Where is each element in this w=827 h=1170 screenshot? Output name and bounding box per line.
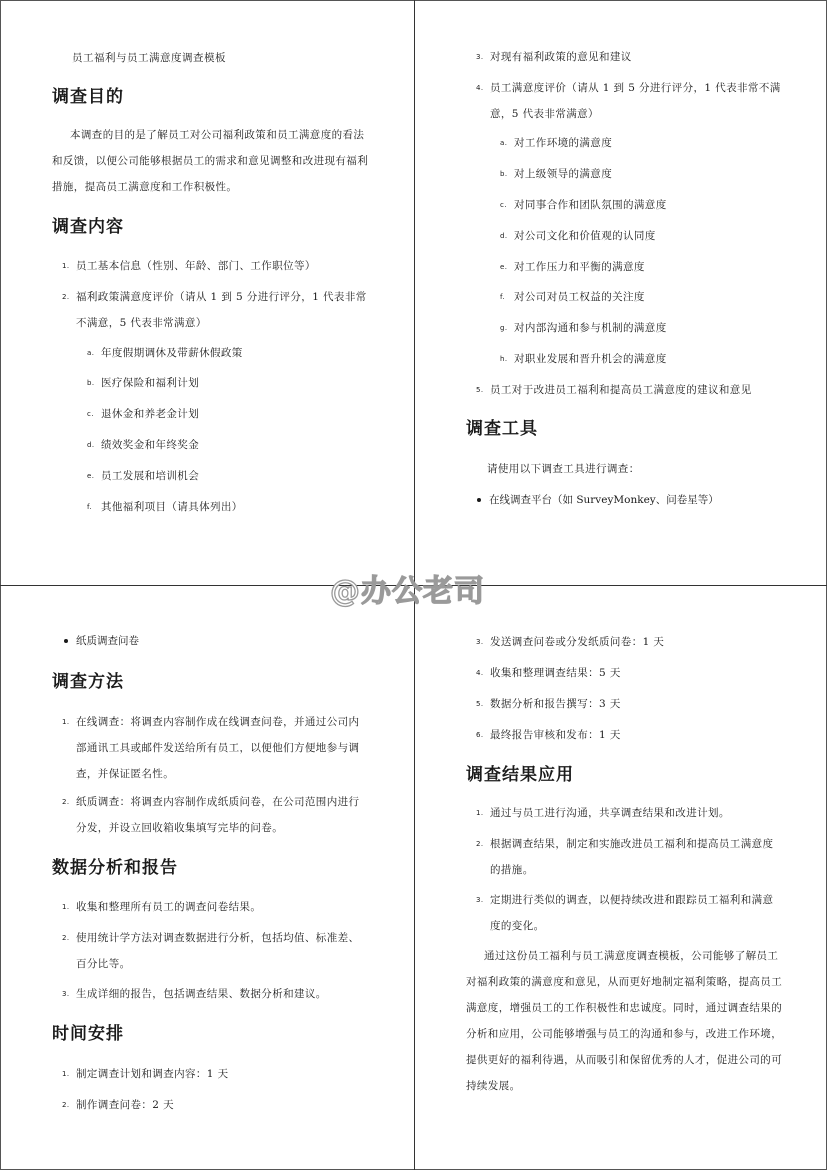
list-number: 3.: [62, 990, 70, 998]
list-text: 的措施。: [490, 864, 534, 876]
conclusion-line-1: 通过这份员工福利与员工满意度调查模板，公司能够了解员工: [484, 950, 779, 962]
conclusion-line-5: 提供更好的福利待遇，从而吸引和保留优秀的人才，促进公司的可: [466, 1054, 783, 1066]
list-text: 对工作压力和平衡的满意度: [514, 261, 645, 273]
conclusion-line-6: 持续发展。: [466, 1080, 521, 1092]
bullet-item: [489, 487, 719, 513]
list-item: [476, 691, 621, 717]
page-1: [0, 0, 414, 585]
list-item: [62, 1061, 229, 1087]
list-item: [62, 925, 360, 977]
list-number: 6.: [476, 731, 484, 739]
list-text: 对公司文化和价值观的认同度: [514, 230, 656, 242]
list-text: 部通讯工具或邮件发送给所有员工，以便他们方便地参与调: [76, 742, 360, 754]
list-letter: d.: [500, 232, 508, 240]
list-text: 通过与员工进行沟通，共享调查结果和改进计划。: [490, 807, 730, 819]
list-letter: c.: [87, 410, 94, 418]
page-4: [414, 585, 827, 1170]
list-text: 根据调查结果，制定和实施改进员工福利和提高员工满意度: [490, 838, 774, 850]
list-text: 对工作环境的满意度: [514, 137, 613, 149]
list-item: [476, 831, 774, 883]
list-item: [62, 709, 360, 787]
list-item: [62, 981, 327, 1007]
document-title: 员工福利与员工满意度调查模板: [72, 52, 226, 64]
list-text: 发送调查问卷或分发纸质问卷：1 天: [490, 636, 665, 648]
conclusion-line-4: 分析和应用，公司能够增强与员工的沟通和参与，改进工作环境，: [466, 1028, 783, 1040]
heading-method: 调查方法: [52, 672, 124, 692]
list-text: 员工基本信息（性别、年龄、部门、工作职位等）: [76, 260, 316, 272]
bullet-dot: [64, 639, 68, 643]
list-item: [476, 660, 621, 686]
list-letter: b.: [500, 170, 508, 178]
list-item: [62, 894, 262, 920]
list-text: 定期进行类似的调查，以便持续改进和跟踪员工福利和满意: [490, 894, 774, 906]
list-text: 数据分析和报告撰写：3 天: [490, 698, 621, 710]
list-text: 在线调查：将调查内容制作成在线调查问卷，并通过公司内: [76, 716, 360, 728]
list-text: 对公司对员工权益的关注度: [514, 291, 645, 303]
heading-analysis: 数据分析和报告: [52, 858, 178, 878]
list-text: 对同事合作和团队氛围的满意度: [514, 199, 667, 211]
sub-list-item: [500, 161, 613, 187]
heading-purpose: 调查目的: [52, 87, 124, 107]
list-item: [62, 253, 316, 279]
purpose-line-1: 本调查的目的是了解员工对公司福利政策和员工满意度的看法: [70, 129, 365, 141]
list-text: 员工满意度评价（请从 1 到 5 分进行评分，1 代表非常不满: [490, 82, 781, 94]
conclusion-line-2: 对福利政策的满意度和意见，从而更好地制定福利策略，提高员工: [466, 976, 783, 988]
list-number: 3.: [476, 53, 484, 61]
sub-list-item: [500, 254, 645, 280]
list-letter: d.: [87, 441, 95, 449]
list-text: 制作调查问卷：2 天: [76, 1099, 175, 1111]
list-number: 1.: [62, 718, 70, 726]
list-text: 员工对于改进员工福利和提高员工满意度的建议和意见: [490, 384, 752, 396]
list-item: [476, 75, 781, 127]
list-text: 收集和整理调查结果：5 天: [490, 667, 621, 679]
list-letter: g.: [500, 324, 508, 332]
sub-list-item: [87, 494, 243, 520]
list-number: 1.: [62, 903, 70, 911]
list-number: 2.: [62, 1101, 70, 1109]
sub-list-item: [500, 315, 667, 341]
list-letter: e.: [87, 472, 95, 480]
list-number: 3.: [476, 638, 484, 646]
sub-list-item: [87, 401, 200, 427]
page-3: [0, 585, 414, 1170]
list-text: 分发，并设立回收箱收集填写完毕的问卷。: [76, 822, 284, 834]
list-number: 1.: [62, 262, 70, 270]
list-number: 1.: [476, 809, 484, 817]
heading-content: 调查内容: [52, 217, 124, 237]
list-text: 查，并保证匿名性。: [76, 768, 175, 780]
list-number: 5.: [476, 700, 484, 708]
purpose-line-3: 措施，提高员工满意度和工作积极性。: [52, 181, 238, 193]
list-number: 2.: [476, 840, 484, 848]
list-text: 生成详细的报告，包括调查结果、数据分析和建议。: [76, 988, 327, 1000]
page-2: [414, 0, 827, 585]
conclusion-line-3: 满意度，增强员工的工作积极性和忠诚度。同时，通过调查结果的: [466, 1002, 783, 1014]
list-letter: h.: [500, 355, 508, 363]
list-text: 医疗保险和福利计划: [101, 377, 200, 389]
list-item: [476, 800, 730, 826]
list-letter: f.: [500, 293, 505, 301]
list-letter: a.: [87, 349, 95, 357]
list-item: [62, 789, 360, 841]
list-text: 意，5 代表非常满意）: [490, 108, 599, 120]
bullet-dot: [477, 498, 481, 502]
list-letter: e.: [500, 263, 508, 271]
list-number: 2.: [62, 798, 70, 806]
list-number: 4.: [476, 84, 484, 92]
list-letter: a.: [500, 139, 508, 147]
list-item: [476, 44, 632, 70]
list-text: 其他福利项目（请具体列出）: [101, 501, 243, 513]
list-text: 对内部沟通和参与机制的满意度: [514, 322, 667, 334]
heading-results: 调查结果应用: [466, 765, 574, 785]
list-text: 使用统计学方法对调查数据进行分析，包括均值、标准差、: [76, 932, 360, 944]
sub-list-item: [500, 346, 667, 372]
list-text: 最终报告审核和发布：1 天: [490, 729, 621, 741]
list-text: 纸质调查：将调查内容制作成纸质问卷，在公司范围内进行: [76, 796, 360, 808]
list-text: 绩效奖金和年终奖金: [101, 439, 200, 451]
sub-list-item: [500, 223, 656, 249]
list-text: 不满意，5 代表非常满意）: [76, 317, 207, 329]
purpose-line-2: 和反馈，以便公司能够根据员工的需求和意见调整和改进现有福利: [52, 155, 369, 167]
list-item: [62, 1092, 175, 1118]
sub-list-item: [87, 432, 200, 458]
list-text: 百分比等。: [76, 958, 131, 970]
list-text: 员工发展和培训机会: [101, 470, 200, 482]
list-text: 度的变化。: [490, 920, 545, 932]
list-text: 对现有福利政策的意见和建议: [490, 51, 632, 63]
tools-intro: 请使用以下调查工具进行调查：: [487, 463, 640, 475]
sub-list-item: [87, 340, 243, 366]
list-text: 对职业发展和晋升机会的满意度: [514, 353, 667, 365]
sub-list-item: [500, 130, 613, 156]
bullet-text: 在线调查平台（如 SurveyMonkey、问卷星等）: [489, 494, 719, 506]
list-text: 退休金和养老金计划: [101, 408, 200, 420]
heading-tools: 调查工具: [466, 419, 538, 439]
list-number: 5.: [476, 386, 484, 394]
list-text: 对上级领导的满意度: [514, 168, 613, 180]
list-item: [476, 629, 665, 655]
list-letter: f.: [87, 503, 92, 511]
bullet-text: 纸质调查问卷: [76, 635, 139, 647]
bullet-item: [76, 628, 139, 654]
list-item: [62, 284, 367, 336]
list-text: 年度假期调休及带薪休假政策: [101, 347, 243, 359]
list-item: [476, 377, 752, 403]
list-number: 3.: [476, 896, 484, 904]
list-text: 福利政策满意度评价（请从 1 到 5 分进行评分，1 代表非常: [76, 291, 367, 303]
list-text: 制定调查计划和调查内容：1 天: [76, 1068, 229, 1080]
list-text: 收集和整理所有员工的调查问卷结果。: [76, 901, 262, 913]
heading-schedule: 时间安排: [52, 1024, 124, 1044]
list-letter: b.: [87, 379, 95, 387]
sub-list-item: [87, 463, 200, 489]
sub-list-item: [500, 284, 645, 310]
list-number: 1.: [62, 1070, 70, 1078]
list-item: [476, 722, 621, 748]
list-letter: c.: [500, 201, 507, 209]
list-number: 2.: [62, 293, 70, 301]
list-number: 2.: [62, 934, 70, 942]
sub-list-item: [87, 370, 200, 396]
watermark: @办公老司: [330, 574, 485, 609]
list-item: [476, 887, 774, 939]
sub-list-item: [500, 192, 667, 218]
list-number: 4.: [476, 669, 484, 677]
